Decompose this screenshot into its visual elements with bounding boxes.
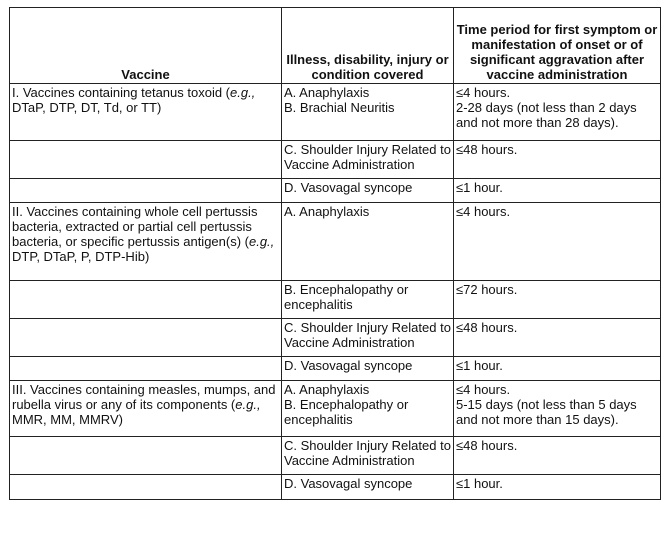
condition-text: A. Anaphylaxis (284, 382, 370, 397)
condition-cell (282, 84, 454, 141)
time-period-text: 2-28 days (not less than 2 days and not more than 28 days). (456, 100, 641, 130)
time-period-cell (454, 179, 661, 203)
condition-text: B. Brachial Neuritis (284, 100, 395, 115)
condition-text: C. Shoulder Injury Related to Vaccine Administration (284, 320, 455, 350)
vaccine-cell-empty (10, 475, 282, 500)
condition-cell (282, 319, 454, 357)
vaccine-cell: II. Vaccines containing whole cell pertussis bacteria, extracted or partial cell pertussis bacteria, or specific pertussis antigen(s) (e.g., DTP, DTaP, P, DTP-Hib) (10, 203, 282, 281)
vaccine-cell-empty (10, 437, 282, 475)
condition-text: D. Vasovagal syncope (284, 358, 413, 373)
condition-text: A. Anaphylaxis (284, 85, 370, 100)
condition-cell (282, 437, 454, 475)
time-period-cell (454, 381, 661, 437)
header-time-period: Time period for first symptom or manifestation of onset or of significant aggravation after vaccine administration (454, 8, 661, 84)
time-period-text: ≤4 hours. (456, 382, 511, 397)
time-period-cell (454, 141, 661, 179)
header-illness: Illness, disability, injury or condition covered (282, 8, 454, 84)
time-period-text: 5-15 days (not less than 5 days and not more than 15 days). (456, 397, 641, 427)
vaccine-cell: III. Vaccines containing measles, mumps, and rubella virus or any of its components (e.g., MMR, MM, MMRV) (10, 381, 282, 437)
time-period-text: ≤1 hour. (456, 180, 503, 195)
condition-cell (282, 179, 454, 203)
table-row (10, 475, 661, 500)
time-period-text: ≤1 hour. (456, 358, 503, 373)
time-period-cell (454, 203, 661, 281)
time-period-text: ≤4 hours. (456, 204, 511, 219)
vaccine-injury-table (9, 7, 661, 500)
table-row (10, 141, 661, 179)
table-row (10, 203, 661, 281)
table-row (10, 319, 661, 357)
header-row (10, 8, 661, 84)
time-period-cell (454, 281, 661, 319)
table-row (10, 437, 661, 475)
vaccine-cell-empty (10, 281, 282, 319)
vaccine-cell-empty (10, 179, 282, 203)
header-vaccine: Vaccine (10, 8, 282, 84)
table-row (10, 179, 661, 203)
time-period-cell (454, 319, 661, 357)
vaccine-cell: I. Vaccines containing tetanus toxoid (e.g., DTaP, DTP, DT, Td, or TT) (10, 84, 282, 141)
time-period-text: ≤48 hours. (456, 438, 518, 453)
time-period-text: ≤72 hours. (456, 282, 518, 297)
time-period-cell (454, 84, 661, 141)
condition-cell (282, 381, 454, 437)
condition-cell (282, 281, 454, 319)
vaccine-injury-table-container (9, 7, 661, 500)
condition-cell (282, 203, 454, 281)
time-period-text: ≤1 hour. (456, 476, 503, 491)
condition-text: C. Shoulder Injury Related to Vaccine Administration (284, 142, 455, 172)
vaccine-cell-empty (10, 357, 282, 381)
table-row (10, 381, 661, 437)
condition-text: B. Encephalopathy or encephalitis (284, 282, 412, 312)
condition-text: D. Vasovagal syncope (284, 476, 413, 491)
condition-cell (282, 475, 454, 500)
table-row (10, 84, 661, 141)
time-period-cell (454, 437, 661, 475)
condition-cell (282, 357, 454, 381)
time-period-cell (454, 357, 661, 381)
vaccine-cell-empty (10, 141, 282, 179)
time-period-text: ≤48 hours. (456, 320, 518, 335)
time-period-text: ≤4 hours. (456, 85, 511, 100)
condition-text: C. Shoulder Injury Related to Vaccine Administration (284, 438, 455, 468)
condition-text: A. Anaphylaxis (284, 204, 370, 219)
table-row (10, 281, 661, 319)
condition-text: B. Encephalopathy or encephalitis (284, 397, 412, 427)
vaccine-cell-empty (10, 319, 282, 357)
time-period-text: ≤48 hours. (456, 142, 518, 157)
time-period-cell (454, 475, 661, 500)
condition-text: D. Vasovagal syncope (284, 180, 413, 195)
table-row (10, 357, 661, 381)
condition-cell (282, 141, 454, 179)
